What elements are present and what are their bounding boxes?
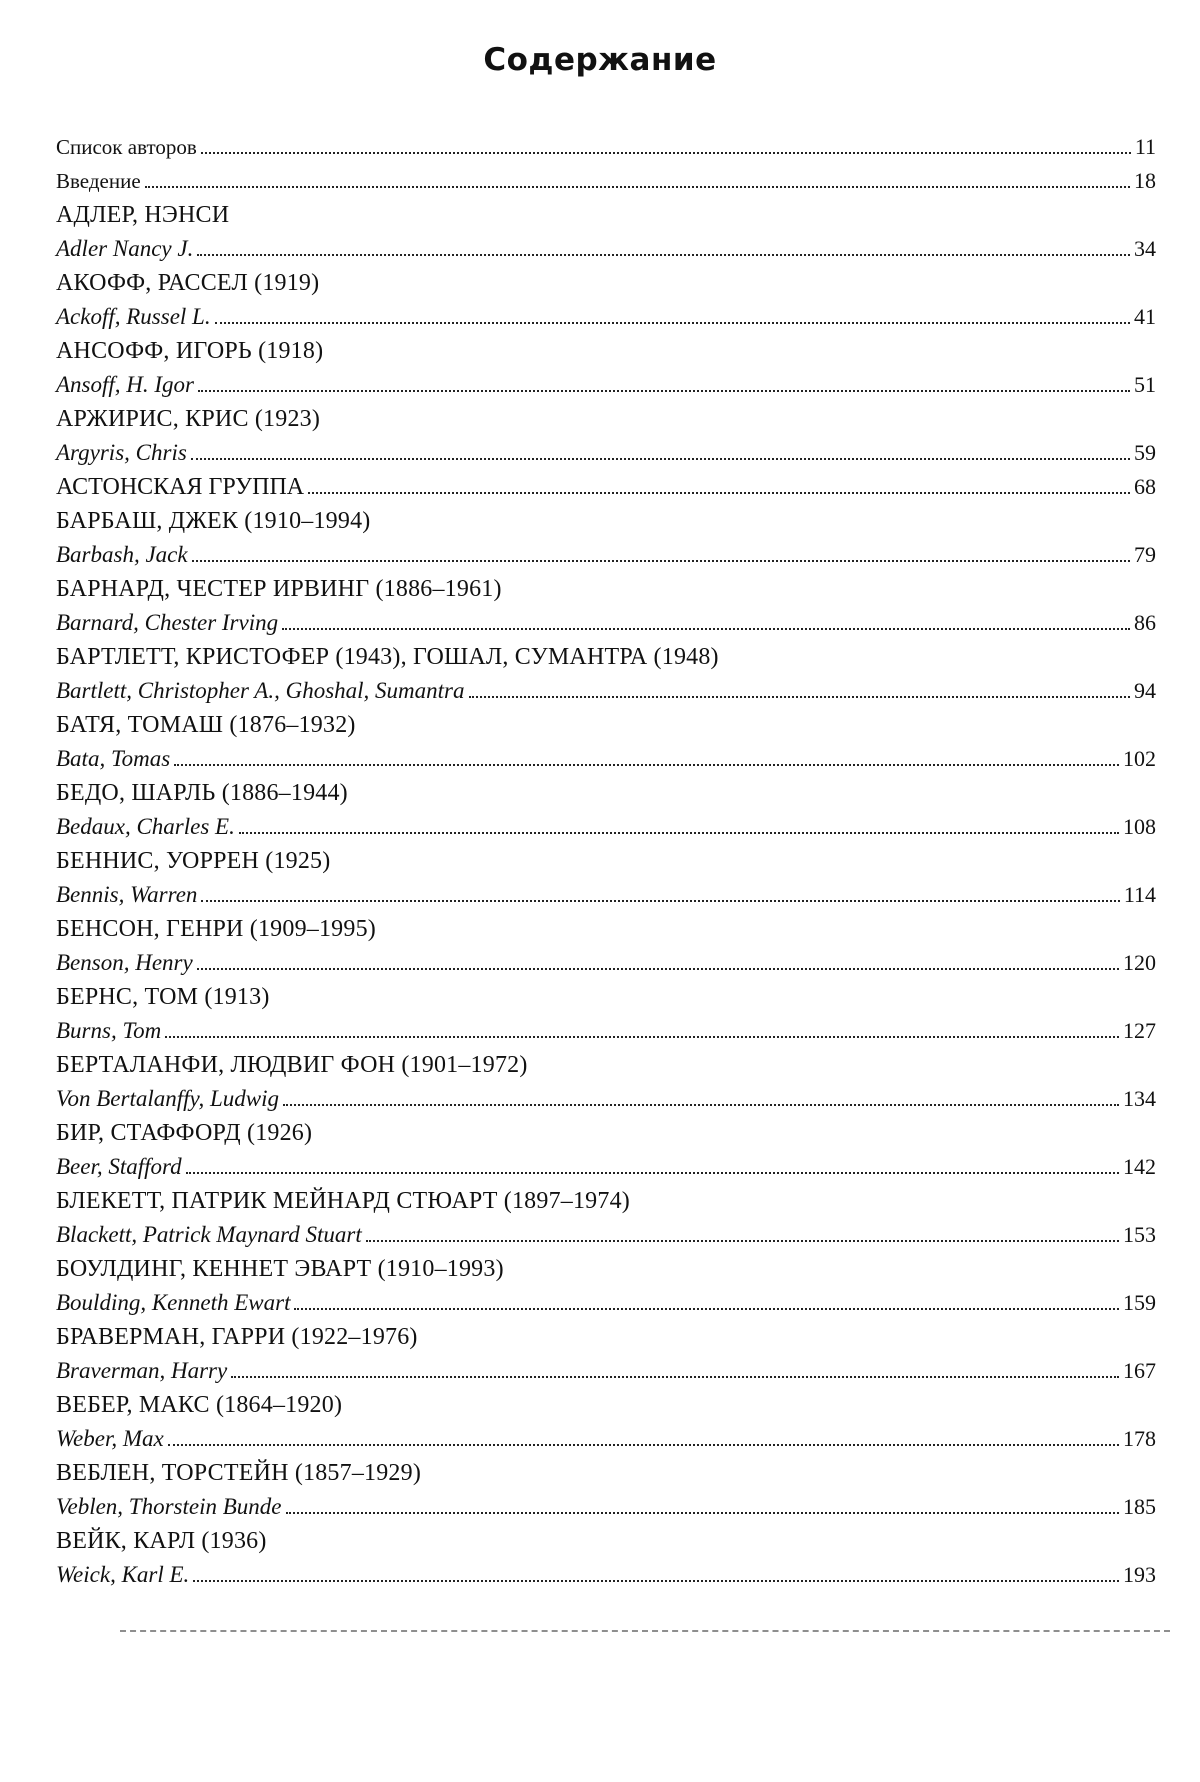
toc-entry-name-text: Adler Nancy J.: [56, 236, 194, 261]
dot-leader: [197, 252, 1130, 256]
toc-entry-name[interactable]: [56, 1286, 1156, 1320]
dot-leader: [168, 1442, 1119, 1446]
toc-entry-heading: БАРТЛЕТТ, КРИСТОФЕР (1943), ГОШАЛ, СУМАНТРА (1948): [56, 644, 719, 670]
toc-entry-name-text: Barnard, Chester Irving: [56, 610, 279, 635]
toc-entry-name-text: Argyris, Chris: [56, 440, 187, 465]
toc-entry-name-text: Beer, Stafford: [56, 1154, 182, 1179]
toc-entry-name-text: Burns, Tom: [56, 1018, 162, 1043]
toc-entry-heading: ВЕЙК, КАРЛ (1936): [56, 1528, 267, 1554]
toc-entry-name[interactable]: [56, 436, 1156, 470]
page-number: 120: [1123, 950, 1156, 975]
dot-leader: [174, 762, 1119, 766]
toc-entry-name[interactable]: [56, 742, 1156, 776]
toc-entry-name[interactable]: [56, 1422, 1156, 1456]
page-number: 127: [1123, 1018, 1156, 1043]
toc-entry-name[interactable]: [56, 1150, 1156, 1184]
dot-leader: [366, 1238, 1119, 1242]
toc-entry-heading: БАРНАРД, ЧЕСТЕР ИРВИНГ (1886–1961): [56, 576, 502, 602]
toc-entry-name[interactable]: [56, 232, 1156, 266]
toc-entry-name[interactable]: [56, 1558, 1156, 1592]
page-number: 153: [1123, 1222, 1156, 1247]
toc-entry-heading: БЕРТАЛАНФИ, ЛЮДВИГ ФОН (1901–1972): [56, 1052, 528, 1078]
toc-entry-heading: АНСОФФ, ИГОРЬ (1918): [56, 338, 324, 364]
toc-intro-item-text: Список авторов: [56, 135, 197, 159]
page-number: 159: [1123, 1290, 1156, 1315]
dot-leader: [201, 150, 1131, 154]
dot-leader: [186, 1170, 1119, 1174]
dot-leader: [282, 626, 1130, 630]
dot-leader: [191, 456, 1130, 460]
page-number: 34: [1134, 236, 1156, 261]
toc-entry-name[interactable]: [56, 1490, 1156, 1524]
page-number: 114: [1123, 882, 1156, 907]
page-number: 11: [1134, 134, 1156, 159]
page-title: Содержание: [483, 42, 717, 78]
toc-entry-name[interactable]: [56, 470, 1156, 504]
toc-entry-heading: АДЛЕР, НЭНСИ: [56, 202, 230, 228]
page-number: 134: [1123, 1086, 1156, 1111]
toc-entry-heading: БРАВЕРМАН, ГАРРИ (1922–1976): [56, 1324, 418, 1350]
dot-leader: [192, 558, 1130, 562]
toc-entry-heading: ВЕБЕР, МАКС (1864–1920): [56, 1392, 343, 1418]
toc-entry-name[interactable]: [56, 878, 1156, 912]
toc-entry-name-text: Bata, Tomas: [56, 746, 171, 771]
dot-leader: [201, 898, 1119, 902]
toc-entry-heading: БАТЯ, ТОМАШ (1876–1932): [56, 712, 356, 738]
page-number: 94: [1134, 678, 1156, 703]
toc-entry-name-text: Benson, Henry: [56, 950, 193, 975]
toc-entry-name-text: Weick, Karl E.: [56, 1562, 190, 1587]
dot-leader: [469, 694, 1131, 698]
toc-intro-item[interactable]: [56, 164, 1156, 198]
dot-leader: [308, 490, 1130, 494]
page-number: 18: [1134, 168, 1156, 193]
dot-leader: [198, 388, 1130, 392]
toc-entry-name-text: Ackoff, Russel L.: [56, 304, 211, 329]
page-number: 51: [1134, 372, 1156, 397]
toc-entry-name[interactable]: [56, 606, 1156, 640]
toc-entry-name-text: Blackett, Patrick Maynard Stuart: [56, 1222, 362, 1247]
toc-intro-item-text: Введение: [56, 169, 141, 193]
toc-entry-heading: АКОФФ, РАССЕЛ (1919): [56, 270, 320, 296]
page-number: 193: [1123, 1562, 1156, 1587]
toc-entry-name[interactable]: [56, 538, 1156, 572]
toc-entry-name[interactable]: [56, 1082, 1156, 1116]
toc-entry-heading: БЛЕКЕТТ, ПАТРИК МЕЙНАРД СТЮАРТ (1897–1974): [56, 1188, 630, 1214]
dot-leader: [286, 1510, 1120, 1514]
toc-entry-name-text: Weber, Max: [56, 1426, 164, 1451]
toc-entry-name[interactable]: [56, 674, 1156, 708]
dot-leader: [294, 1306, 1119, 1310]
toc-entry-name-text: Veblen, Thorstein Bunde: [56, 1494, 282, 1519]
toc-entry-name[interactable]: [56, 1014, 1156, 1048]
page-number: 178: [1123, 1426, 1156, 1451]
dot-leader: [197, 966, 1119, 970]
dot-leader: [283, 1102, 1119, 1106]
toc-entry-name[interactable]: [56, 368, 1156, 402]
page-number: 86: [1134, 610, 1156, 635]
page-number: 68: [1134, 474, 1156, 499]
toc-entry-heading: БАРБАШ, ДЖЕК (1910–1994): [56, 508, 371, 534]
page-number: 108: [1123, 814, 1156, 839]
table-of-contents: [56, 130, 1156, 1592]
page-number: 167: [1123, 1358, 1156, 1383]
toc-entry-heading: БЕРНС, ТОМ (1913): [56, 984, 270, 1010]
toc-entry-heading: БЕННИС, УОРРЕН (1925): [56, 848, 331, 874]
toc-entry-name[interactable]: [56, 810, 1156, 844]
toc-entry-name-text: Barbash, Jack: [56, 542, 188, 567]
toc-entry-heading: ВЕБЛЕН, ТОРСТЕЙН (1857–1929): [56, 1460, 422, 1486]
toc-entry-name-text: Bartlett, Christopher A., Ghoshal, Sumantra: [56, 678, 465, 703]
dot-leader: [145, 184, 1130, 188]
page-number: 102: [1123, 746, 1156, 771]
toc-entry-name[interactable]: [56, 1354, 1156, 1388]
toc-entry-heading: БЕНСОН, ГЕНРИ (1909–1995): [56, 916, 376, 942]
toc-entry-heading: БОУЛДИНГ, КЕННЕТ ЭВАРТ (1910–1993): [56, 1256, 504, 1282]
toc-entry-name[interactable]: [56, 1218, 1156, 1252]
page-number: 79: [1134, 542, 1156, 567]
dot-leader: [239, 830, 1119, 834]
page-number: 185: [1123, 1494, 1156, 1519]
toc-entry-heading: АРЖИРИС, КРИС (1923): [56, 406, 321, 432]
bottom-rule: [120, 1630, 1170, 1632]
toc-entry-name-text: Ansoff, H. Igor: [56, 372, 194, 397]
toc-intro-item[interactable]: [56, 130, 1156, 164]
toc-entry-name-text: Braverman, Harry: [56, 1358, 228, 1383]
toc-entry-heading: БИР, СТАФФОРД (1926): [56, 1120, 313, 1146]
toc-entry-name-text: АСТОНСКАЯ ГРУППА: [56, 474, 305, 500]
toc-entry-heading: БЕДО, ШАРЛЬ (1886–1944): [56, 780, 348, 806]
toc-entry-name-text: Boulding, Kenneth Ewart: [56, 1290, 291, 1315]
toc-entry-name-text: Von Bertalanffy, Ludwig: [56, 1086, 279, 1111]
dot-leader: [231, 1374, 1119, 1378]
toc-entry-name[interactable]: [56, 300, 1156, 334]
toc-entry-name[interactable]: [56, 946, 1156, 980]
dot-leader: [215, 320, 1130, 324]
toc-entry-name-text: Bedaux, Charles E.: [56, 814, 235, 839]
dot-leader: [165, 1034, 1119, 1038]
dot-leader: [193, 1578, 1119, 1582]
toc-entry-name-text: Bennis, Warren: [56, 882, 198, 907]
page-number: 59: [1134, 440, 1156, 465]
page-number: 41: [1134, 304, 1156, 329]
page-number: 142: [1123, 1154, 1156, 1179]
